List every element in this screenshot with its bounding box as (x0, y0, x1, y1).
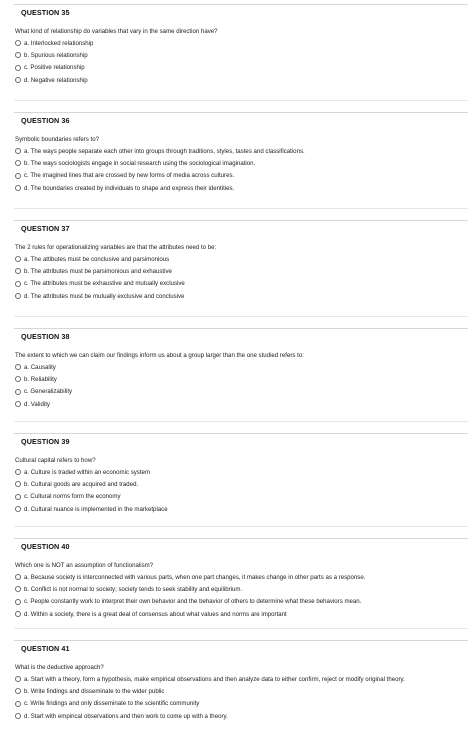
radio-button-icon[interactable] (15, 52, 21, 58)
answer-option-label: b. Conflict is not normal to society; society tends to seek stability and equilibrium. (24, 585, 243, 593)
answer-option-label: c. The attributes must be exhaustive and mutually exclusive (24, 280, 185, 288)
answer-options (15, 673, 405, 722)
question-title: QUESTION 37 (21, 224, 70, 233)
answer-option[interactable] (15, 278, 185, 290)
radio-button-icon[interactable] (15, 148, 21, 154)
answer-option[interactable] (15, 571, 365, 583)
radio-button-icon[interactable] (15, 401, 21, 407)
radio-button-icon[interactable] (15, 65, 21, 71)
answer-option-label: d. Start with empirical observations and then work to come up with a theory. (24, 712, 228, 720)
question-title: QUESTION 39 (21, 437, 70, 446)
answer-option-label: b. The ways sociologists engage in social research using the sociological imagination. (24, 159, 256, 167)
answer-option-label: c. The imagined lines that are crossed by new forms of media across cultures. (24, 172, 235, 180)
question-header (14, 640, 468, 659)
question-prompt: Symbolic boundaries refers to? (15, 136, 100, 143)
answer-option[interactable] (15, 386, 72, 398)
answer-option[interactable] (15, 466, 168, 478)
answer-option[interactable] (15, 265, 185, 277)
answer-option-label: a. The attibutes must be conclusive and parsimonious (24, 255, 170, 263)
question-divider (14, 628, 468, 629)
answer-options (15, 37, 93, 86)
answer-option[interactable] (15, 491, 168, 503)
answer-option[interactable] (15, 596, 365, 608)
answer-options (15, 145, 305, 194)
question-title: QUESTION 36 (21, 116, 70, 125)
question-prompt: What is the deductive approach? (15, 664, 104, 671)
answer-option[interactable] (15, 478, 168, 490)
radio-button-icon[interactable] (15, 281, 21, 287)
question-prompt: Cultural capital refers to how? (15, 457, 96, 464)
answer-option[interactable] (15, 253, 185, 265)
radio-button-icon[interactable] (15, 77, 21, 83)
answer-option-label: a. Interlocked relationship (24, 39, 94, 47)
answer-option-label: a. Causality (24, 363, 56, 371)
answer-option[interactable] (15, 361, 72, 373)
answer-option[interactable] (15, 398, 72, 410)
radio-button-icon[interactable] (15, 599, 21, 605)
radio-button-icon[interactable] (15, 574, 21, 580)
answer-option[interactable] (15, 74, 93, 86)
question-header (14, 328, 468, 347)
question-prompt: Which one is NOT an assumption of functionalism? (15, 562, 154, 569)
question-header (14, 433, 468, 452)
answer-option[interactable] (15, 37, 93, 49)
answer-option-label: b. The attributes must be parsimonious and exhaustive (24, 267, 172, 275)
answer-option[interactable] (15, 157, 305, 169)
answer-option[interactable] (15, 698, 405, 710)
answer-option-label: c. Generalizability (24, 388, 73, 396)
answer-options (15, 361, 72, 410)
radio-button-icon[interactable] (15, 389, 21, 395)
radio-button-icon[interactable] (15, 268, 21, 274)
answer-option[interactable] (15, 608, 365, 620)
answer-option-label: a. Because society is interconnected with various parts, when one part changes, it makes change in other parts as a response. (24, 573, 366, 581)
answer-option-label: a. The ways people separate each other into groups through traditions, styles, tastes and classifications. (24, 147, 305, 155)
question-divider (14, 526, 468, 527)
radio-button-icon[interactable] (15, 713, 21, 719)
answer-option[interactable] (15, 373, 72, 385)
answer-option-label: b. Spurious relationship (24, 51, 88, 59)
question-divider (14, 421, 468, 422)
question-header (14, 4, 468, 23)
answer-option[interactable] (15, 685, 405, 697)
answer-option[interactable] (15, 710, 405, 722)
radio-button-icon[interactable] (15, 611, 21, 617)
answer-option-label: d. The attributes must be mutually exclusive and conclusive (24, 292, 185, 300)
question-divider (14, 316, 468, 317)
question-header (14, 112, 468, 131)
answer-option-label: d. Negative relationship (24, 76, 88, 84)
answer-option[interactable] (15, 290, 185, 302)
question-title: QUESTION 41 (21, 644, 70, 653)
radio-button-icon[interactable] (15, 185, 21, 191)
radio-button-icon[interactable] (15, 40, 21, 46)
question-title: QUESTION 35 (21, 8, 70, 17)
radio-button-icon[interactable] (15, 701, 21, 707)
radio-button-icon[interactable] (15, 256, 21, 262)
answer-option-label: d. Validity (24, 400, 50, 408)
question-title: QUESTION 40 (21, 542, 70, 551)
radio-button-icon[interactable] (15, 676, 21, 682)
answer-options (15, 466, 168, 515)
question-prompt: What kind of relationship do variables that vary in the same direction have? (15, 28, 218, 35)
radio-button-icon[interactable] (15, 688, 21, 694)
answer-option-label: c. Write findings and only disseminate to the scientific community (24, 700, 200, 708)
answer-option-label: d. Within a society, there is a great deal of consensus about what values and norms are important (24, 610, 287, 618)
answer-options (15, 571, 365, 620)
question-header (14, 538, 468, 557)
answer-option[interactable] (15, 170, 305, 182)
radio-button-icon[interactable] (15, 173, 21, 179)
radio-button-icon[interactable] (15, 160, 21, 166)
question-prompt: The 2 rules for operationalizing variables are that the attributes need to be: (15, 244, 217, 251)
answer-option[interactable] (15, 49, 93, 61)
answer-option-label: d. Cultural nuance is implemented in the marketplace (24, 505, 168, 513)
answer-option-label: c. People constantly work to interpret their own behavior and the behavior of others to determine what these behaviors mean. (24, 598, 362, 606)
answer-option[interactable] (15, 145, 305, 157)
answer-option[interactable] (15, 503, 168, 515)
radio-button-icon[interactable] (15, 376, 21, 382)
radio-button-icon[interactable] (15, 506, 21, 512)
radio-button-icon[interactable] (15, 494, 21, 500)
answer-option-label: b. Write findings and disseminate to the wider public (24, 687, 165, 695)
radio-button-icon[interactable] (15, 364, 21, 370)
answer-option[interactable] (15, 62, 93, 74)
radio-button-icon[interactable] (15, 469, 21, 475)
answer-option-label: d. The boundaries created by individuals to shape and express their identities. (24, 184, 235, 192)
radio-button-icon[interactable] (15, 586, 21, 592)
answer-option[interactable] (15, 673, 405, 685)
answer-option-label: b. Cultural goods are acquired and traded. (24, 480, 139, 488)
radio-button-icon[interactable] (15, 293, 21, 299)
answer-option-label: b. Reliability (24, 375, 57, 383)
answer-option-label: c. Cultural norms form the economy (24, 493, 121, 501)
answer-option[interactable] (15, 583, 365, 595)
question-divider (14, 100, 468, 101)
answer-options (15, 253, 185, 302)
answer-option-label: c. Positive relationship (24, 64, 85, 72)
question-header (14, 220, 468, 239)
answer-option-label: a. Culture is traded within an economic system (24, 468, 150, 476)
question-prompt: The extent to which we can claim our findings inform us about a group larger than the one studied refers to: (15, 352, 304, 359)
question-divider (14, 208, 468, 209)
question-title: QUESTION 38 (21, 332, 70, 341)
radio-button-icon[interactable] (15, 481, 21, 487)
answer-option-label: a. Start with a theory, form a hypothesis, make empirical observations and then analyze data to either confirm, reject or modify original theory. (24, 675, 405, 683)
answer-option[interactable] (15, 182, 305, 194)
